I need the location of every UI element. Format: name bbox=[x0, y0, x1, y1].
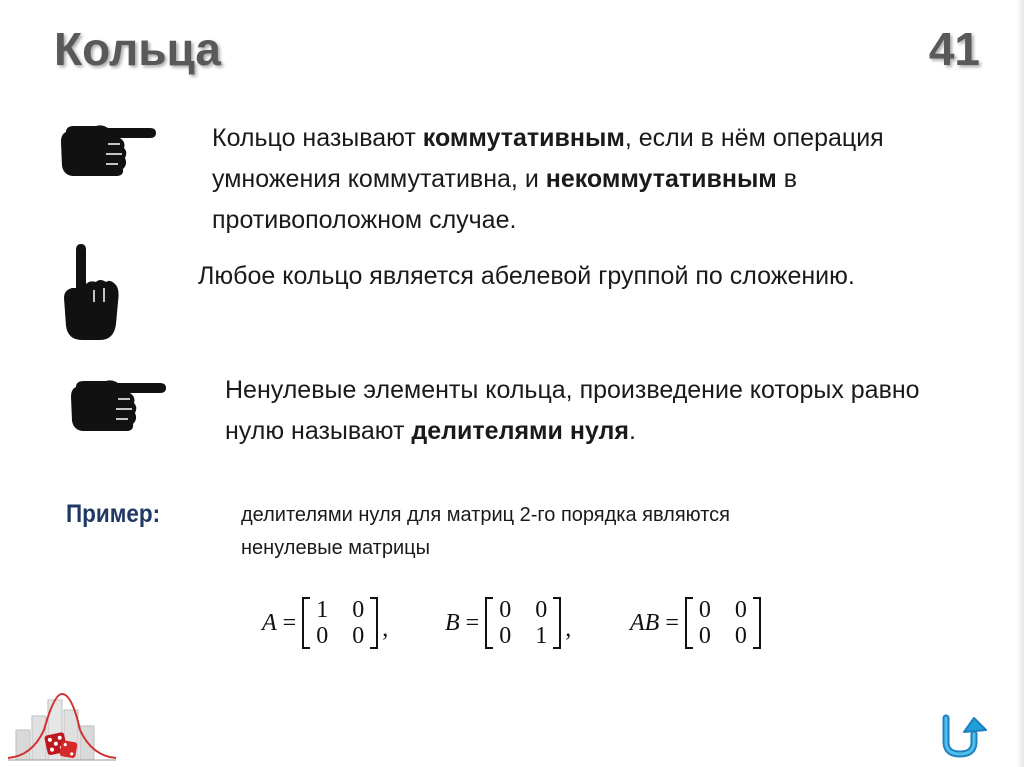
matrix-cell: 1 bbox=[316, 597, 329, 623]
point-1-text: Кольцо называют коммутативным, если в нём операция умножения коммутативна, и некоммутативным в противоположном случае. bbox=[212, 124, 884, 234]
matrix-brackets bbox=[485, 597, 561, 649]
term-commutative: коммутативным bbox=[422, 124, 625, 152]
separator: , bbox=[382, 616, 389, 642]
matrix-cell: 0 bbox=[352, 623, 365, 649]
equals-sign: = bbox=[465, 609, 480, 636]
matrix-cell: 0 bbox=[734, 623, 747, 649]
matrix-ab-expression bbox=[630, 595, 761, 651]
point-3-text: Ненулевые элементы кольца, произведение которых равно нулю называют делителями нуля. bbox=[225, 376, 920, 445]
equals-sign: = bbox=[665, 609, 679, 636]
matrix-cell: 0 bbox=[734, 597, 747, 623]
matrix-cell: 0 bbox=[535, 597, 548, 623]
equals-sign: = bbox=[282, 609, 297, 636]
matrix-cell: 0 bbox=[499, 623, 512, 649]
matrix-cell: 0 bbox=[499, 597, 512, 623]
matrix-name: B bbox=[445, 609, 460, 636]
pointing-hand-right-icon bbox=[66, 375, 168, 435]
matrix-cell: 0 bbox=[352, 597, 365, 623]
matrix-cell: 0 bbox=[698, 623, 711, 649]
example-label: Пример: bbox=[66, 500, 161, 528]
matrix-name: AB bbox=[630, 609, 660, 636]
term-noncommutative: некоммутативным bbox=[545, 165, 777, 193]
point-2-text: Любое кольцо является абелевой группой по сложению. bbox=[198, 262, 855, 290]
pointing-hand-right-icon bbox=[56, 120, 158, 180]
return-arrow-icon[interactable] bbox=[940, 712, 992, 758]
normal-distribution-dice-logo-icon bbox=[6, 690, 118, 762]
pointing-hand-up-icon bbox=[60, 242, 122, 346]
matrix-cell: 0 bbox=[316, 623, 329, 649]
matrix-b-expression bbox=[445, 595, 571, 651]
separator: , bbox=[565, 616, 572, 642]
matrix-cell: 0 bbox=[698, 597, 711, 623]
matrix-brackets bbox=[302, 597, 378, 649]
slide-title: Кольца bbox=[54, 23, 221, 75]
matrix-cell: 1 bbox=[535, 623, 548, 649]
example-text: делителями нуля для матриц 2-го порядка являются ненулевые матрицы bbox=[241, 504, 730, 559]
matrix-brackets bbox=[685, 597, 761, 649]
page-number: 41 bbox=[928, 23, 980, 75]
matrix-a-expression bbox=[262, 595, 388, 651]
slide-edge bbox=[1016, 0, 1024, 767]
term-zero-divisors: делителями нуля bbox=[411, 417, 629, 445]
matrix-name: A bbox=[262, 609, 277, 636]
